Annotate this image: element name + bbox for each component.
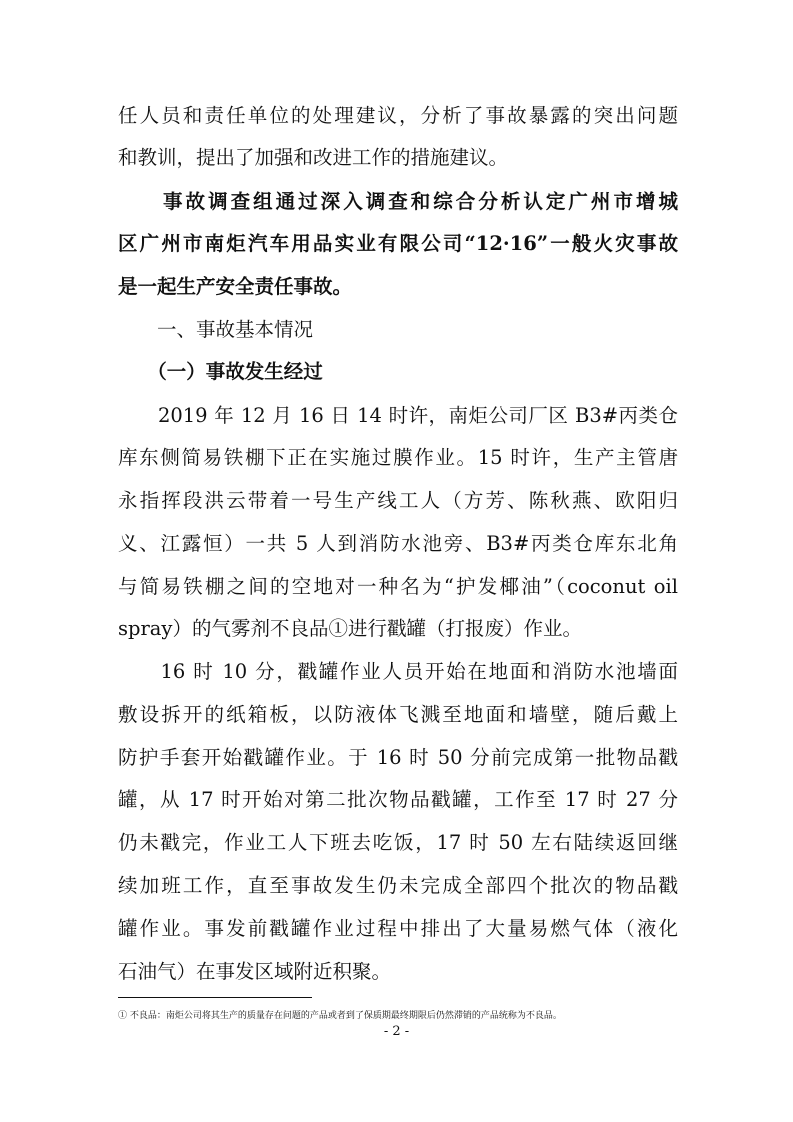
body-line-1: 任人员和责任单位的处理建议，分析了事故暴露的突出问题 xyxy=(118,104,678,127)
subsection-heading: （一）事故发生经过 xyxy=(118,360,323,383)
footnote-text: ① 不良品：南炬公司将其生产的质量存在问题的产品或者到了保质期最终期限后仍然滞销的产品统称为不良品。 xyxy=(118,1011,562,1021)
paragraph-2-line-1: 16 时 10 分，戳罐作业人员开始在地面和消防水池墙面 xyxy=(118,660,678,683)
paragraph-1-line-2: 库东侧简易铁棚下正在实施过膜作业。15 时许，生产主管唐 xyxy=(118,446,678,469)
paragraph-1-line-5: 与简易铁棚之间的空地对一种名为“护发椰油”（coconut oil xyxy=(118,575,678,598)
paragraph-2-line-5: 仍未戳完，作业工人下班去吃饭，17 时 50 左右陆续返回继 xyxy=(118,831,678,854)
page-number: - 2 - xyxy=(383,1024,410,1039)
paragraph-2-line-7: 罐作业。事发前戳罐作业过程中排出了大量易燃气体（液化 xyxy=(118,917,678,940)
footnote-divider xyxy=(118,997,312,998)
paragraph-2-line-6: 续加班工作，直至事故发生仍未完成全部四个批次的物品戳 xyxy=(118,874,678,897)
paragraph-1-line-6: spray）的气雾剂不良品①进行戳罐（打报废）作业。 xyxy=(118,617,582,640)
paragraph-2-line-3: 防护手套开始戳罐作业。于 16 时 50 分前完成第一批物品戳 xyxy=(118,746,678,769)
conclusion-line-3: 是一起生产安全责任事故。 xyxy=(118,275,353,298)
paragraph-1-line-3: 永指挥段洪云带着一号生产线工人（方芳、陈秋燕、欧阳归 xyxy=(118,489,678,512)
paragraph-2-line-8: 石油气）在事发区域附近积聚。 xyxy=(118,960,392,983)
section-heading: 一、事故基本情况 xyxy=(118,318,314,341)
paragraph-2-line-2: 敷设拆开的纸箱板，以防液体飞溅至地面和墙壁，随后戴上 xyxy=(118,703,678,726)
paragraph-1-line-4: 义、江露恒）一共 5 人到消防水池旁、B3#丙类仓库东北角 xyxy=(118,532,678,555)
conclusion-line-1: 事故调查组通过深入调查和综合分析认定广州市增城 xyxy=(118,190,678,213)
conclusion-line-2: 区广州市南炬汽车用品实业有限公司“12·16”一般火灾事故 xyxy=(118,232,678,255)
paragraph-2-line-4: 罐，从 17 时开始对第二批次物品戳罐，工作至 17 时 27 分 xyxy=(118,788,678,811)
paragraph-1-line-1: 2019 年 12 月 16 日 14 时许，南炬公司厂区 B3#丙类仓 xyxy=(118,404,678,427)
body-line-2: 和教训，提出了加强和改进工作的措施建议。 xyxy=(118,146,509,169)
